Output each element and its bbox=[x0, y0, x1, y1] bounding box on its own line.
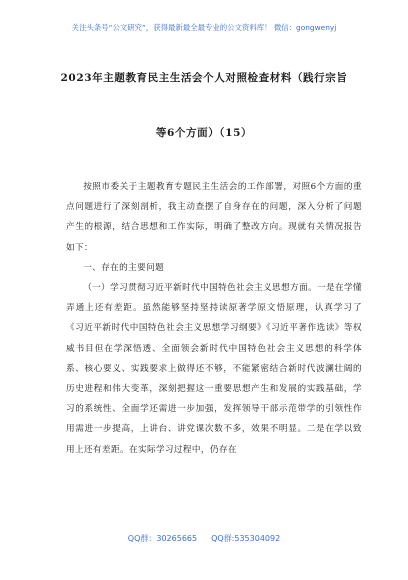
intro-paragraph: 按照市委关于主题教育专题民主生活会的工作部署，对照6个方面的重点问题进行了深刻剖析，我主动查摆了自身存在的问题，深入分析了问题产生的根源，结合思想和工作实际，明确了整改方向。现就有关情况报告如下： bbox=[66, 182, 362, 253]
document-body bbox=[66, 177, 362, 460]
footer bbox=[0, 533, 408, 544]
header-banner[interactable]: 关注头条号“公文研究”，获得最新最全最专业的公文资料库！ 微信：gongwenyj bbox=[71, 23, 337, 32]
section-heading: 一、存在的主要问题 bbox=[83, 262, 165, 273]
body-paragraph: （一）学习贯彻习近平新时代中国特色社会主义思想方面。一是在学懂弄通上还有差距。虽然能够坚持坚持读原著学原文悟原理，认真学习了《习近平新时代中国特色社会主义思想学习纲要》《习近平著作选读》等权威书目但在学深悟透、全面领会新时代中国特色社会主义思想的科学体系、核心要义、实践要求上做得还不够，不能紧密结合新时代波澜壮阔的历史进程和伟大变革，深刻把握这一重要思想产生和发展的实践基础，学习的系统性、全面学还需进一步加强，发挥领导干部示范带学的引领性作用需进一步提高，上讲台、讲党课次数不多，效果不明显。二是在学以致用上还有差距。在实际学习过程中，仍存在 bbox=[66, 283, 362, 455]
footer-qq-group-2[interactable]: QQ群:535304092 bbox=[211, 534, 281, 543]
document-title-line2: 等6个方面）（15） bbox=[155, 127, 253, 139]
footer-qq-group-1[interactable]: QQ群：30265665 bbox=[127, 534, 198, 543]
document-title-line1: 2023年主题教育民主生活会个人对照检查材料（践行宗旨 bbox=[60, 72, 348, 84]
